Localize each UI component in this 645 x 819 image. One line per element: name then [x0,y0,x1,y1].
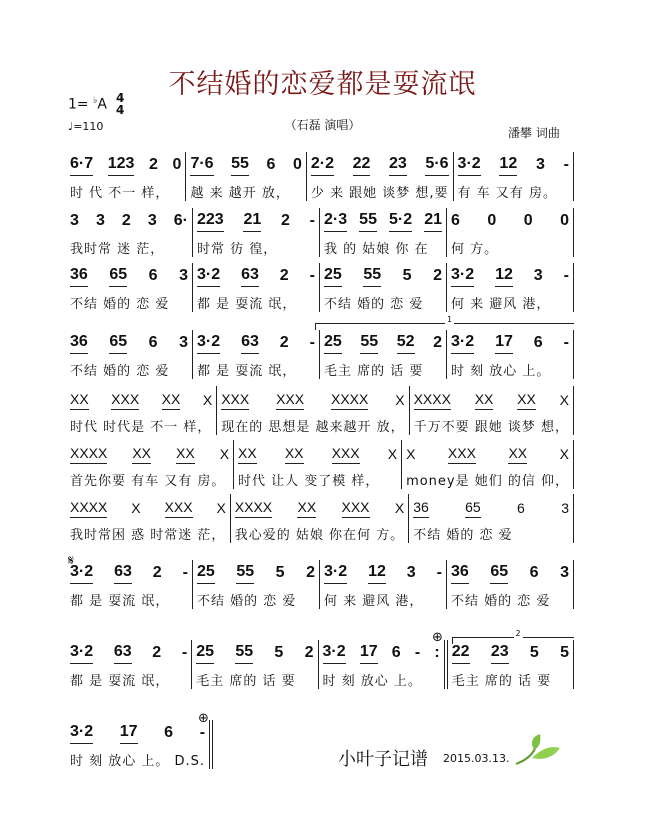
measure [320,208,447,257]
measure [66,560,193,609]
note-group: 21 [424,211,442,232]
note-group: 2 [281,212,290,229]
measure [66,263,193,312]
note-group: 6 [391,644,401,661]
note-group: XX [517,391,536,410]
lyrics: 越 来 越开 放， [190,186,290,201]
measure-notes [190,152,301,176]
measure-notes [197,560,315,584]
measure-notes [221,386,404,410]
note-group: 17 [120,723,138,744]
note-group: 0 [523,212,533,229]
lyrics: 时 代 不一 样， [70,186,170,201]
measure [193,330,320,379]
note-group: 2 [279,267,289,284]
lyrics: 首先你要 有车 又有 房。 [70,474,226,489]
note-group: - [563,267,569,284]
note-group: 6 [517,500,525,516]
flat-sign: ♭ [93,96,98,106]
ts-top: 4 [116,91,125,105]
note-group: 3 [406,564,416,581]
note-group: 3·2 [458,155,481,176]
note-group: 3 [70,212,79,229]
measure-notes [70,263,188,287]
measure [320,560,447,609]
note-group: 3·2 [70,723,93,744]
volta-1-label: 1 [447,315,453,324]
note-group: 2 [152,564,162,581]
note-group: X [559,392,569,408]
score-line [66,330,574,379]
lyrics: 不结 婚的 恋 爱 [413,528,513,543]
note-group: 6 [266,156,276,173]
lyrics: 少 来 跟她 谈梦 想,要 [310,186,449,201]
note-group: 55 [236,563,254,584]
note-group: 23 [389,155,407,176]
lyrics: 时 刻 放心 上。 [451,364,551,379]
coda-icon: ⊕ [432,630,443,645]
note-group: 55 [359,211,377,232]
note-group: 3·2 [324,563,347,584]
note-group: 5 [529,644,539,661]
note-group: 22 [353,155,371,176]
measure-notes [197,208,315,232]
note-group: 65 [109,266,127,287]
note-group: 3 [561,500,569,516]
lyrics: 毛主 席的 话 要 [324,364,424,379]
note-group: 3 [179,334,188,351]
lyrics: 时代 时代是 不一 样， [70,420,212,435]
note-group: 23 [491,643,509,664]
lyrics: 不结 婚的 恋 爱 [197,594,297,609]
note-group: 25 [324,333,342,354]
note-group: X [216,500,226,516]
note-group: 65 [109,333,127,354]
score-line [66,494,574,543]
measure [410,386,574,435]
note-group: XXX [332,445,360,464]
measure [307,152,454,201]
note-group: - [199,724,206,741]
note-group: XX [297,499,316,518]
measure-notes [451,330,569,354]
measure-notes [413,494,569,518]
transcriber-signature: 小叶子记谱 [338,749,428,770]
note-group: 2 [433,267,442,284]
measure-notes [451,263,569,287]
note-group: XXXX [414,391,451,410]
score-line [66,640,574,689]
measure [186,152,306,201]
note-group: 55 [360,333,378,354]
note-group: 63 [241,266,259,287]
note-group: 7·6 [190,155,213,176]
measure [192,640,318,689]
lyrics: money是 她们 的信 仰， [406,474,570,489]
measure-notes [311,152,449,176]
lyrics: 我时常 迷 茫， [70,242,165,257]
measure [448,640,574,689]
measure [319,640,448,689]
note-group: : [434,644,440,661]
measure [66,208,193,257]
note-group: 6· [173,212,188,229]
lyrics: 何 来 避风 港， [324,594,424,609]
measure [402,440,574,489]
note-group: 17 [360,643,378,664]
coda-icon-end: ⊕ [198,711,209,726]
lyrics: 都 是 耍流 氓， [197,297,297,312]
measure-notes [414,386,569,410]
note-group: XXXX [70,499,107,518]
note-group: XX [176,445,195,464]
note-group: 3 [535,156,545,173]
note-group: XXXX [70,445,107,464]
note-group: 2 [306,564,315,581]
lyrics: 不结 婚的 恋 爱 [70,297,170,312]
score-line [66,386,574,435]
note-group: 63 [114,643,132,664]
note-group: 2 [149,156,158,173]
volta-2 [452,629,574,644]
lyrics: 我时常困 惑 时常迷 茫， [70,528,226,543]
tempo-value: =110 [73,120,104,133]
note-group: 5·2 [389,211,412,232]
note-group: 2 [121,212,131,229]
note-group: - [414,644,421,661]
note-group: 36 [413,499,429,518]
note-group: XXXX [331,391,368,410]
note-group: 36 [70,333,88,354]
measure-notes [70,208,188,232]
lyrics: 毛主 席的 话 要 [196,674,296,689]
lyrics: 毛主 席的 话 要 [451,674,552,689]
note-group: 36 [451,563,469,584]
note-group: XX [475,391,494,410]
note-group: X [202,392,213,408]
note-group: XX [285,445,304,464]
measure [231,494,409,543]
measure-notes [197,263,315,287]
note-group: 123 [108,155,135,176]
note-group: XXX [111,391,139,410]
measure-notes [235,494,404,518]
note-group: X [559,446,569,462]
time-signature [116,92,124,116]
note-group: 63 [114,563,132,584]
measure [447,560,574,609]
measure [454,152,574,201]
note-group: 25 [197,563,215,584]
note-group: 3 [179,267,188,284]
score-line [66,152,574,201]
measure-notes [70,720,205,744]
measure-notes [451,208,569,232]
lyrics: 都 是 耍流 氓， [70,674,170,689]
measure [66,494,231,543]
lyrics: 都 是 耍流 氓， [70,594,170,609]
measure [66,330,193,379]
composer: 潘攀 词曲 [508,126,560,140]
note-group: 0 [292,156,302,173]
note-group: 6 [451,212,460,229]
note-group: 52 [397,333,415,354]
measure-notes [70,440,229,464]
measure [320,263,447,312]
leaf-icon [512,732,562,768]
measure [217,386,409,435]
ts-bottom: 4 [116,103,125,117]
note-group: 2 [433,334,442,351]
measure-notes [238,440,397,464]
note-group: 0 [560,212,569,229]
note-group: 5 [274,644,284,661]
note-group: 3·2 [197,333,220,354]
measure [193,208,320,257]
lyrics: 现在的 思想是 越来越开 放， [221,420,405,435]
score-line [66,560,574,609]
note-group: 3 [95,212,105,229]
date: 2015.03.13. [443,752,510,765]
lyrics: 时代 让人 变了模 样， [238,474,380,489]
measure [66,440,234,489]
note-group: X [131,500,141,516]
lyrics: 时 刻 放心 上。 [322,674,422,689]
note-group: 0 [487,212,497,229]
lyrics: 我心爱的 姑娘 你在何 方。 [234,528,405,543]
note-group: XX [70,391,89,410]
key-signature [68,96,107,113]
measure [320,330,447,379]
note-group: - [181,644,188,661]
note-group: 63 [241,333,259,354]
note-group: XXXX [235,499,272,518]
note-group: 12 [495,266,513,287]
lyrics: 时 刻 放心 上。 D.S. [70,754,206,769]
note-group: 21 [243,211,261,232]
measure-notes [323,640,440,664]
note-group: 17 [495,333,513,354]
note-group: 55 [363,266,381,287]
note-group: 3·2 [70,563,93,584]
measure-notes [70,152,181,176]
note-group: 6 [164,724,174,741]
note-group: 3·2 [451,333,474,354]
note-group: 65 [465,499,481,518]
singer: （石磊 演唱） [284,118,361,132]
measure-notes [70,640,187,664]
lyrics: 何 来 避风 港， [451,297,551,312]
measure-notes [324,560,442,584]
measure [409,494,574,543]
note-group: - [309,212,315,229]
key-note: A [97,96,107,113]
note-group: XX [508,445,527,464]
note-group: X [406,446,416,462]
lyrics: 何 方。 [451,242,499,257]
note-group: 5 [402,267,412,284]
note-group: 22 [452,643,470,664]
note-group: XXX [448,445,476,464]
measure [447,208,574,257]
note-group: 5 [560,644,569,661]
note-group: 5·6 [425,155,448,176]
note-group: 55 [235,643,253,664]
measure-notes [324,208,442,232]
measure [447,330,574,379]
note-group: X [387,446,398,462]
note-group: - [436,564,442,581]
note-group: 12 [368,563,386,584]
note-group: X [219,446,230,462]
note-group: 6 [148,267,158,284]
note-group: 223 [197,211,224,232]
key-prefix: 1= [68,96,89,113]
note-group: XXX [221,391,249,410]
note-group: 55 [231,155,249,176]
note-group: XX [132,445,151,464]
measure-notes [70,494,226,518]
note-group: 2·2 [311,155,334,176]
measure-notes [70,560,188,584]
note-group: - [182,564,188,581]
note-group: 3·2 [323,643,346,664]
note-group: - [563,334,569,351]
note-group: XX [238,445,257,464]
lyrics: 不结 婚的 恋 爱 [70,364,170,379]
measure-notes [197,330,315,354]
note-group: 6 [148,334,158,351]
measure-notes [70,330,188,354]
measure-notes [451,560,569,584]
measure-notes [196,640,313,664]
note-group: - [563,156,569,173]
volta-2-label: 2 [515,629,521,638]
volta-1 [315,315,574,330]
quarter-note-icon: ♩ [68,120,74,133]
measure-notes [70,386,212,410]
score-line [66,263,574,312]
lyrics: 我 的 姑娘 你 在 [324,242,429,257]
note-group: XXX [342,499,370,518]
score-line [66,208,574,257]
note-group: 25 [196,643,214,664]
note-group: 65 [490,563,508,584]
lyrics: 不结 婚的 恋 爱 [451,594,551,609]
note-group: - [309,267,315,284]
note-group: 25 [324,266,342,287]
note-group: 6 [529,564,539,581]
score-line [66,720,206,769]
note-group: 2 [152,644,162,661]
measure [66,640,192,689]
note-group: 3 [533,267,543,284]
measure [66,386,217,435]
note-group: 3·2 [197,266,220,287]
score-line [66,440,574,489]
measure [447,263,574,312]
lyrics: 有 车 又有 房。 [457,186,557,201]
measure [234,440,402,489]
note-group: X [394,500,405,516]
note-group: 3 [147,212,157,229]
note-group: 3·2 [451,266,474,287]
measure [193,560,320,609]
note-group: 12 [499,155,517,176]
note-group: X [395,392,405,408]
measure-notes [324,330,442,354]
lyrics: 不结 婚的 恋 爱 [324,297,424,312]
note-group: 36 [70,266,88,287]
segno-icon: 𝄋 [68,553,75,569]
note-group: - [309,334,315,351]
note-group: 2·3 [324,211,347,232]
note-group: 2 [279,334,289,351]
note-group: 2 [304,644,314,661]
lyrics: 都 是 耍流 氓， [197,364,297,379]
note-group: 6 [533,334,543,351]
note-group: 6·7 [70,155,93,176]
measure [66,720,213,769]
lyrics: 千万不要 跟她 谈梦 想， [413,420,569,435]
measure-notes [324,263,442,287]
measure-notes [458,152,569,176]
note-group: 3·2 [70,643,93,664]
note-group: XXX [276,391,304,410]
lyrics: 时常 彷 徨， [197,242,278,257]
note-group: 3 [560,564,569,581]
song-title: 不结婚的恋爱都是耍流氓 [168,69,477,100]
measure-notes [406,440,569,464]
note-group: 5 [275,564,285,581]
note-group: 0 [172,156,182,173]
note-group: XXX [165,499,193,518]
note-group: XX [162,391,181,410]
measure [193,263,320,312]
measure [66,152,186,201]
